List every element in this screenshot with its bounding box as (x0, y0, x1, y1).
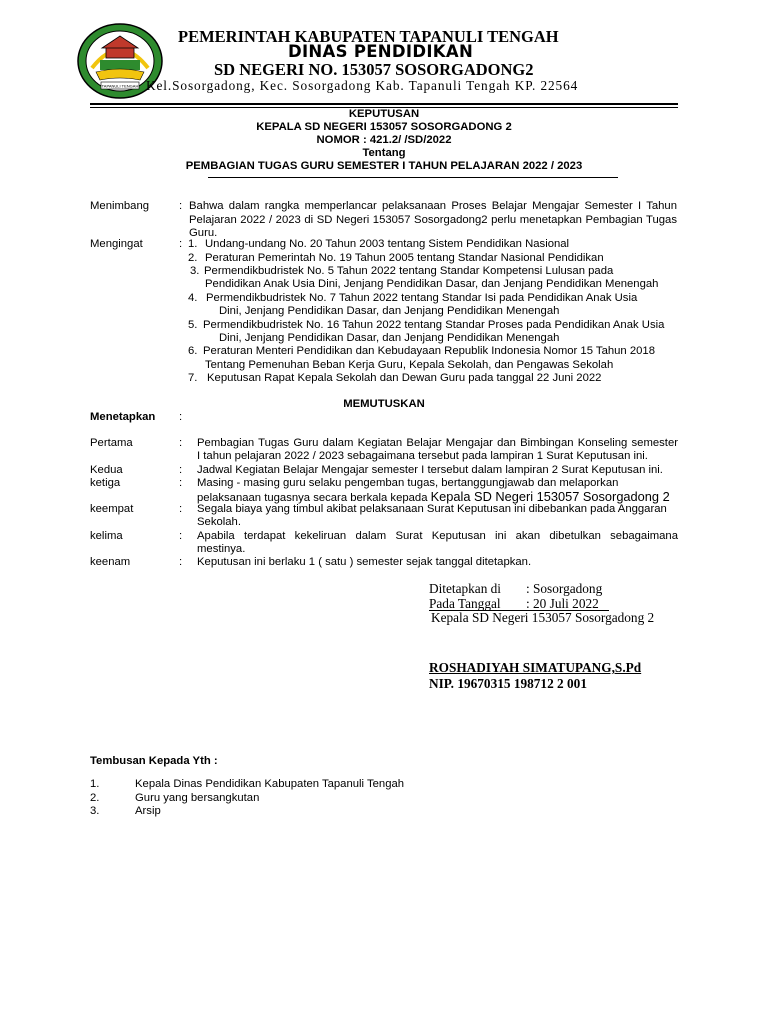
mengingat-item-4: Permendikbudristek No. 7 Tahun 2022 tentang Standar Isi pada Pendidikan Anak Usia (206, 292, 638, 304)
ditetapkan-label: Ditetapkan di (429, 581, 502, 596)
signatory-nip: NIP. 19670315 198712 2 001 (429, 676, 587, 691)
mengingat-label: Mengingat (90, 238, 143, 250)
decision-label-5: kelima (90, 530, 123, 542)
decision-text-3-cont-a: pelaksanaan tugasnya secara berkala kepada (197, 492, 431, 504)
menimbang-text: Bahwa dalam rangka memperlancar pelaksanaan Proses Belajar Mengajar Semester I Tahun Pelajaran 2022 / 2023 di SD Negeri 153057 Sosorgadong2 perlu menetapkan Pembagian Tugas Guru. (189, 200, 677, 239)
decision-text-2: Jadwal Kegiatan Belajar Mengajar semester I tersebut dalam lampiran 2 Surat Keputusan ini. (197, 464, 663, 476)
decision-text-1-cont: I tahun pelajaran 2022 / 2023 sebagaimana tersebut pada lampiran 1 Surat Keputusan ini. (197, 450, 648, 462)
decision-label-3: ketiga (90, 477, 121, 489)
mengingat-num-1: 1. (188, 238, 198, 250)
mengingat-item-5-cont: Dini, Jenjang Pendidikan Dasar, dan Jenjang Pendidikan Menengah (219, 332, 560, 344)
signatory-position: Kepala SD Negeri 153057 Sosorgadong 2 (431, 610, 655, 625)
mengingat-colon: : (179, 238, 183, 250)
memutuskan-heading: MEMUTUSKAN (343, 398, 425, 410)
decision-text-3: Masing - masing guru selaku pengemban tugas, bertanggungjawab dan melaporkan (197, 477, 619, 489)
tembusan-item-1: Kepala Dinas Pendidikan Kabupaten Tapanuli Tengah (135, 778, 405, 790)
letterhead-line1: PEMERINTAH KABUPATEN TAPANULI TENGAH (178, 27, 559, 46)
tembusan-num-2: 2. (90, 792, 100, 804)
decision-colon-6: : (179, 556, 183, 568)
tembusan-num-1: 1. (90, 778, 100, 790)
signatory-name: ROSHADIYAH SIMATUPANG,S.Pd (429, 660, 642, 675)
decision-colon-4: : (179, 503, 183, 515)
mengingat-item-3: Permendikbudristek No. 5 Tahun 2022 tentang Standar Kompetensi Lulusan pada (204, 265, 614, 277)
decision-text-1: Pembagian Tugas Guru dalam Kegiatan Belajar Mengajar dan Bimbingan Konseling semester (197, 437, 678, 449)
mengingat-num-7: 7. (188, 372, 198, 384)
mengingat-item-6-cont: Tentang Pemenuhan Beban Kerja Guru, Kepala Sekolah, dan Pengawas Sekolah (205, 359, 614, 371)
title-kepala: KEPALA SD NEGERI 153057 SOSORGADONG 2 (256, 121, 512, 133)
decision-label-2: Kedua (90, 464, 123, 476)
decision-label-6: keenam (90, 556, 131, 568)
tanggal-label: Pada Tanggal (429, 596, 501, 611)
mengingat-item-1: Undang-undang No. 20 Tahun 2003 tentang Sistem Pendidikan Nasional (205, 238, 570, 250)
decision-label-1: Pertama (90, 437, 133, 449)
menimbang-colon: : (179, 200, 183, 212)
decision-text-4: Segala biaya yang timbul akibat pelaksanaan Surat Keputusan ini dibebankan pada Anggaran (197, 503, 667, 515)
mengingat-item-6: Peraturan Menteri Pendidikan dan Kebudayaan Republik Indonesia Nomor 15 Tahun 2018 (203, 345, 655, 357)
mengingat-num-2: 2. (188, 252, 198, 264)
title-keputusan: KEPUTUSAN (348, 108, 420, 120)
decision-colon-5: : (179, 530, 183, 542)
decision-text-5-cont: mestinya. (197, 543, 246, 555)
menetapkan-label: Menetapkan (90, 411, 156, 423)
decision-text-4-cont: Sekolah. (197, 516, 241, 528)
decision-text-5: Apabila terdapat kekeliruan dalam Surat Keputusan ini akan dibetulkan sebagaimana (197, 530, 678, 542)
mengingat-num-3: 3. (190, 265, 200, 277)
ditetapkan-value: : Sosorgadong (526, 581, 603, 596)
title-underline (208, 177, 618, 178)
mengingat-item-7: Keputusan Rapat Kepala Sekolah dan Dewan Guru pada tanggal 22 Juni 2022 (207, 372, 602, 384)
mengingat-num-5: 5. (188, 319, 198, 331)
tembusan-item-2: Guru yang bersangkutan (135, 792, 260, 804)
menetapkan-colon: : (179, 411, 183, 423)
tembusan-title: Tembusan Kepada Yth : (90, 755, 218, 767)
title-nomor: NOMOR : 421.2/ /SD/2022 (316, 134, 452, 146)
mengingat-num-4: 4. (188, 292, 198, 304)
decision-label-4: keempat (90, 503, 134, 515)
mengingat-item-2: Peraturan Pemerintah No. 19 Tahun 2005 tentang Standar Nasional Pendidikan (205, 252, 604, 264)
decision-colon-2: : (179, 464, 183, 476)
decision-colon-1: : (179, 437, 183, 449)
mengingat-item-4-cont: Dini, Jenjang Pendidikan Dasar, dan Jenjang Pendidikan Menengah (219, 305, 560, 317)
decision-text-3-cont-b: Kepala SD Negeri 153057 Sosorgadong 2 (430, 489, 670, 504)
mengingat-num-6: 6. (188, 345, 198, 357)
mengingat-item-3-cont: Pendidikan Anak Usia Dini, Jenjang Pendidikan Dasar, dan Jenjang Pendidikan Menengah (205, 278, 659, 290)
tembusan-item-3: Arsip (135, 805, 161, 817)
letterhead-address: Kel.Sosorgadong, Kec. Sosorgadong Kab. Tapanuli Tengah KP. 22564 (146, 78, 579, 93)
letterhead-line2: DINAS PENDIDIKAN (288, 42, 474, 61)
mengingat-item-5: Permendikbudristek No. 16 Tahun 2022 tentang Standar Proses pada Pendidikan Anak Usia (203, 319, 665, 331)
title-tentang: Tentang (362, 147, 406, 159)
letterhead-line3: SD NEGERI NO. 153057 SOSORGADONG2 (214, 60, 534, 79)
title-subject: PEMBAGIAN TUGAS GURU SEMESTER I TAHUN PELAJARAN 2022 / 2023 (185, 160, 583, 172)
tembusan-num-3: 3. (90, 805, 100, 817)
menimbang-label: Menimbang (90, 200, 150, 212)
decision-text-6: Keputusan ini berlaku 1 ( satu ) semester sejak tanggal ditetapkan. (197, 556, 532, 568)
decision-colon-3: : (179, 477, 183, 489)
letterhead-rule-thick (90, 103, 678, 105)
tanggal-value: : 20 Juli 2022 (526, 596, 599, 611)
logo-text: TAPANULI TENGAH (101, 83, 139, 89)
